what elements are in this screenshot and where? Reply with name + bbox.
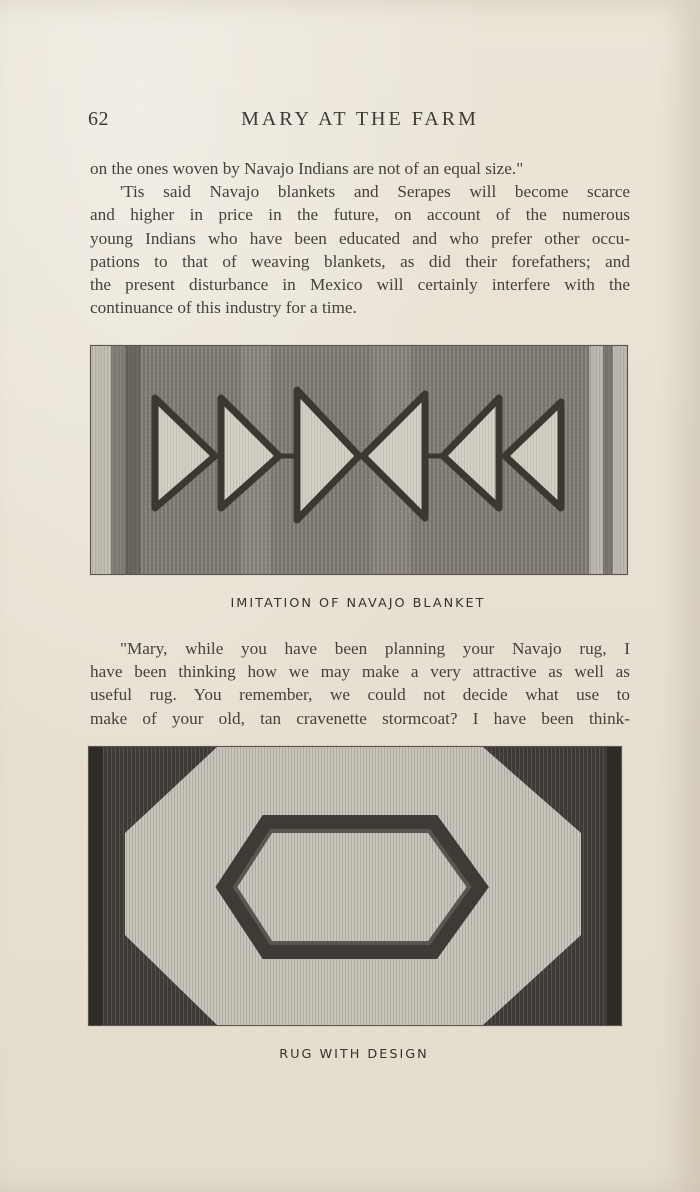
paragraph-2-line-5: the present disturbance in Mexico will certainly interfere with the xyxy=(90,275,630,295)
page-header xyxy=(88,108,628,134)
figure-1-caption: IMITATION OF NAVAJO BLANKET xyxy=(230,596,486,611)
navajo-blanket-photo xyxy=(90,345,628,575)
paragraph-2-line-2: and higher in price in the future, on account of the numerous xyxy=(90,205,630,225)
paragraph-2-line-4: pations to that of weaving blankets, as did their forefathers; and xyxy=(90,251,630,271)
page-number: 62 xyxy=(88,108,109,130)
paragraph-3-line-1: "Mary, while you have been planning your Navajo rug, I xyxy=(120,639,630,658)
paragraph-3-line-4: make of your old, tan cravenette stormcoat? I have been think- xyxy=(90,708,630,728)
text-block-2 xyxy=(90,637,630,730)
paragraph-2-line-3: young Indians who have been educated and who prefer other occu- xyxy=(90,228,630,248)
paragraph-3-line-3: useful rug. You remember, we could not decide what use to xyxy=(90,685,630,705)
paragraph-3-line-2: have been thinking how we may make a very attractive as well as xyxy=(90,662,630,682)
text-block-1 xyxy=(90,157,630,319)
paragraph-2-line-6: continuance of this industry for a time. xyxy=(90,298,357,318)
navajo-blanket-illustration xyxy=(91,346,627,574)
paragraph-1-line-1: on the ones woven by Navajo Indians are not of an equal size." xyxy=(90,159,524,178)
paragraph-2-line-1: 'Tis said Navajo blankets and Serapes will become scarce xyxy=(120,182,630,202)
running-title: MARY AT THE FARM xyxy=(241,108,479,130)
rug-design-illustration xyxy=(89,747,621,1025)
rug-design-photo xyxy=(88,746,622,1026)
figure-2-caption: RUG WITH DESIGN xyxy=(279,1047,429,1062)
